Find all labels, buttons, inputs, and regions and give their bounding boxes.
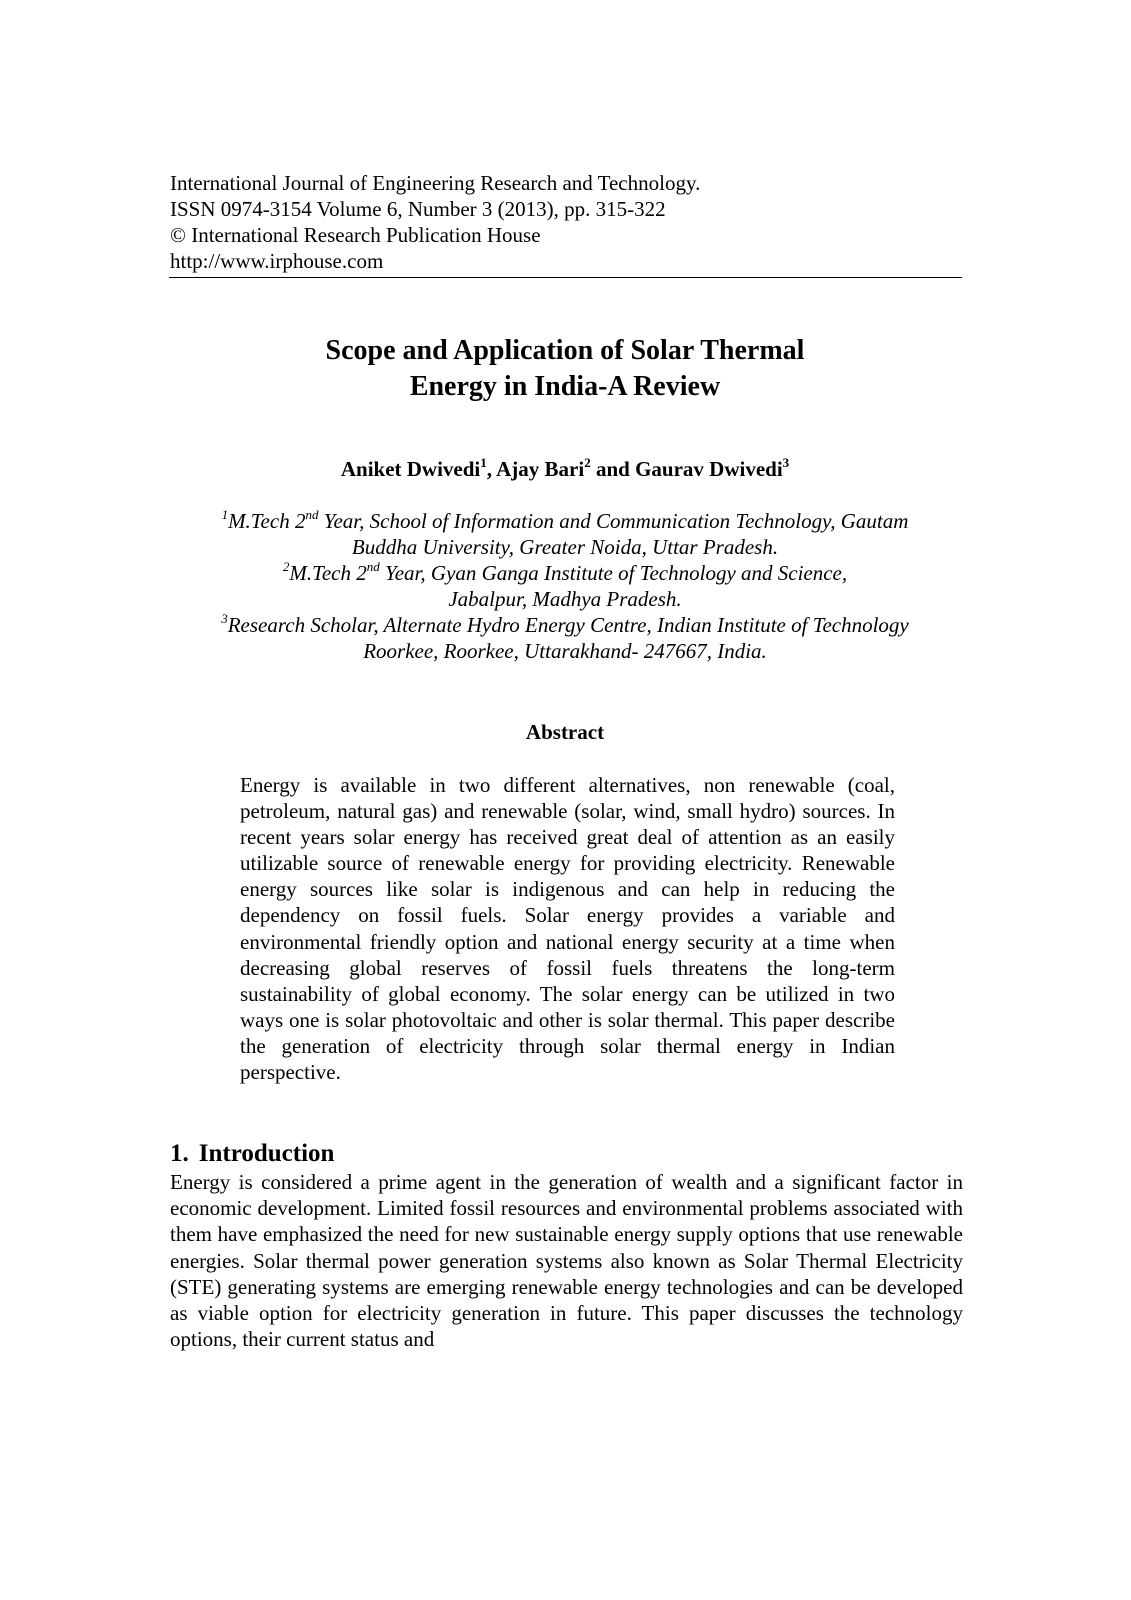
affiliation-text: Year, Gyan Ganga Institute of Technology and Science,	[379, 561, 848, 585]
paper-title-line-2: Energy in India-A Review	[409, 371, 721, 402]
introduction-text: Energy is considered a prime agent in the generation of wealth and a significant factor in economic development. Limited fossil resources and environmental problems associated with them have emphasized the need for new sustainable energy supply options that use renewable energies. Solar thermal power generation systems also known as Solar Thermal Electricity (STE) generating systems are emerging renewable energy technologies and can be developed as viable option for electricity generation in future. This paper discusses the technology options, their current status and	[170, 1170, 963, 1352]
affiliation-1-line-2: Buddha University, Greater Noida, Uttar Pradesh.	[351, 535, 779, 559]
author-name: Aniket Dwivedi	[340, 457, 481, 481]
section-heading-introduction	[170, 1139, 334, 1169]
section-title: Introduction	[198, 1140, 335, 1167]
paper-title-line-1: Scope and Application of Solar Thermal	[325, 335, 805, 366]
affiliation-mark: 2	[282, 559, 290, 574]
affiliation-mark: 1	[221, 507, 229, 522]
author-separator: ,	[486, 457, 497, 481]
abstract-text: Energy is available in two different alternatives, non renewable (coal, petroleum, natural gas) and renewable (solar, wind, small hydro) sources. In recent years solar energy has received great deal of attention as an easily utilizable source of renewable energy for providing electricity. Renewable energy sources like solar is indigenous and can help in reducing the dependency on fossil fuels. Solar energy provides a variable and environmental friendly option and national energy security at a time when decreasing global reserves of fossil fuels threatens the long-term sustainability of global economy. The solar energy can be utilized in two ways one is solar photovoltaic and other is solar thermal. This paper describe the generation of electricity through solar thermal energy in Indian perspective.	[240, 773, 895, 1085]
affiliation-text: Year, School of Information and Communication Technology, Gautam	[318, 509, 909, 533]
affiliation-3	[170, 612, 960, 638]
affiliation-3-line-2: Roorkee, Roorkee, Uttarakhand- 247667, India.	[363, 639, 767, 663]
affiliation-text: M.Tech 2	[228, 509, 306, 533]
header-divider	[169, 277, 962, 278]
journal-publisher: © International Research Publication House	[170, 223, 541, 247]
affiliation-2	[170, 560, 960, 586]
affiliation-mark: 3	[221, 611, 228, 626]
author-name: Gaurav Dwivedi	[635, 457, 783, 481]
journal-issn: ISSN 0974-3154 Volume 6, Number 3 (2013), pp. 315-322	[170, 197, 666, 221]
affiliations	[170, 508, 960, 664]
journal-name: International Journal of Engineering Research and Technology.	[170, 171, 701, 195]
affiliation-2-line-2: Jabalpur, Madhya Pradesh.	[448, 587, 682, 611]
ordinal-suffix: nd	[366, 559, 380, 574]
author-list	[170, 456, 960, 482]
affiliation-text: M.Tech 2	[289, 561, 367, 585]
author-affiliation-mark: 3	[782, 455, 790, 470]
ordinal-suffix: nd	[305, 507, 319, 522]
journal-url: http://www.irphouse.com	[170, 249, 384, 273]
affiliation-text: Research Scholar, Alternate Hydro Energy Centre, Indian Institute of Technology	[227, 613, 909, 637]
author-name: Ajay Bari	[496, 457, 585, 481]
journal-header	[170, 170, 960, 274]
author-affiliation-mark: 1	[480, 455, 487, 470]
paper-title	[170, 333, 960, 405]
section-number: 1.	[170, 1140, 189, 1167]
affiliation-1	[170, 508, 960, 534]
author-separator: and	[590, 457, 636, 481]
author-affiliation-mark: 2	[584, 455, 591, 470]
abstract-heading: Abstract	[525, 720, 605, 744]
